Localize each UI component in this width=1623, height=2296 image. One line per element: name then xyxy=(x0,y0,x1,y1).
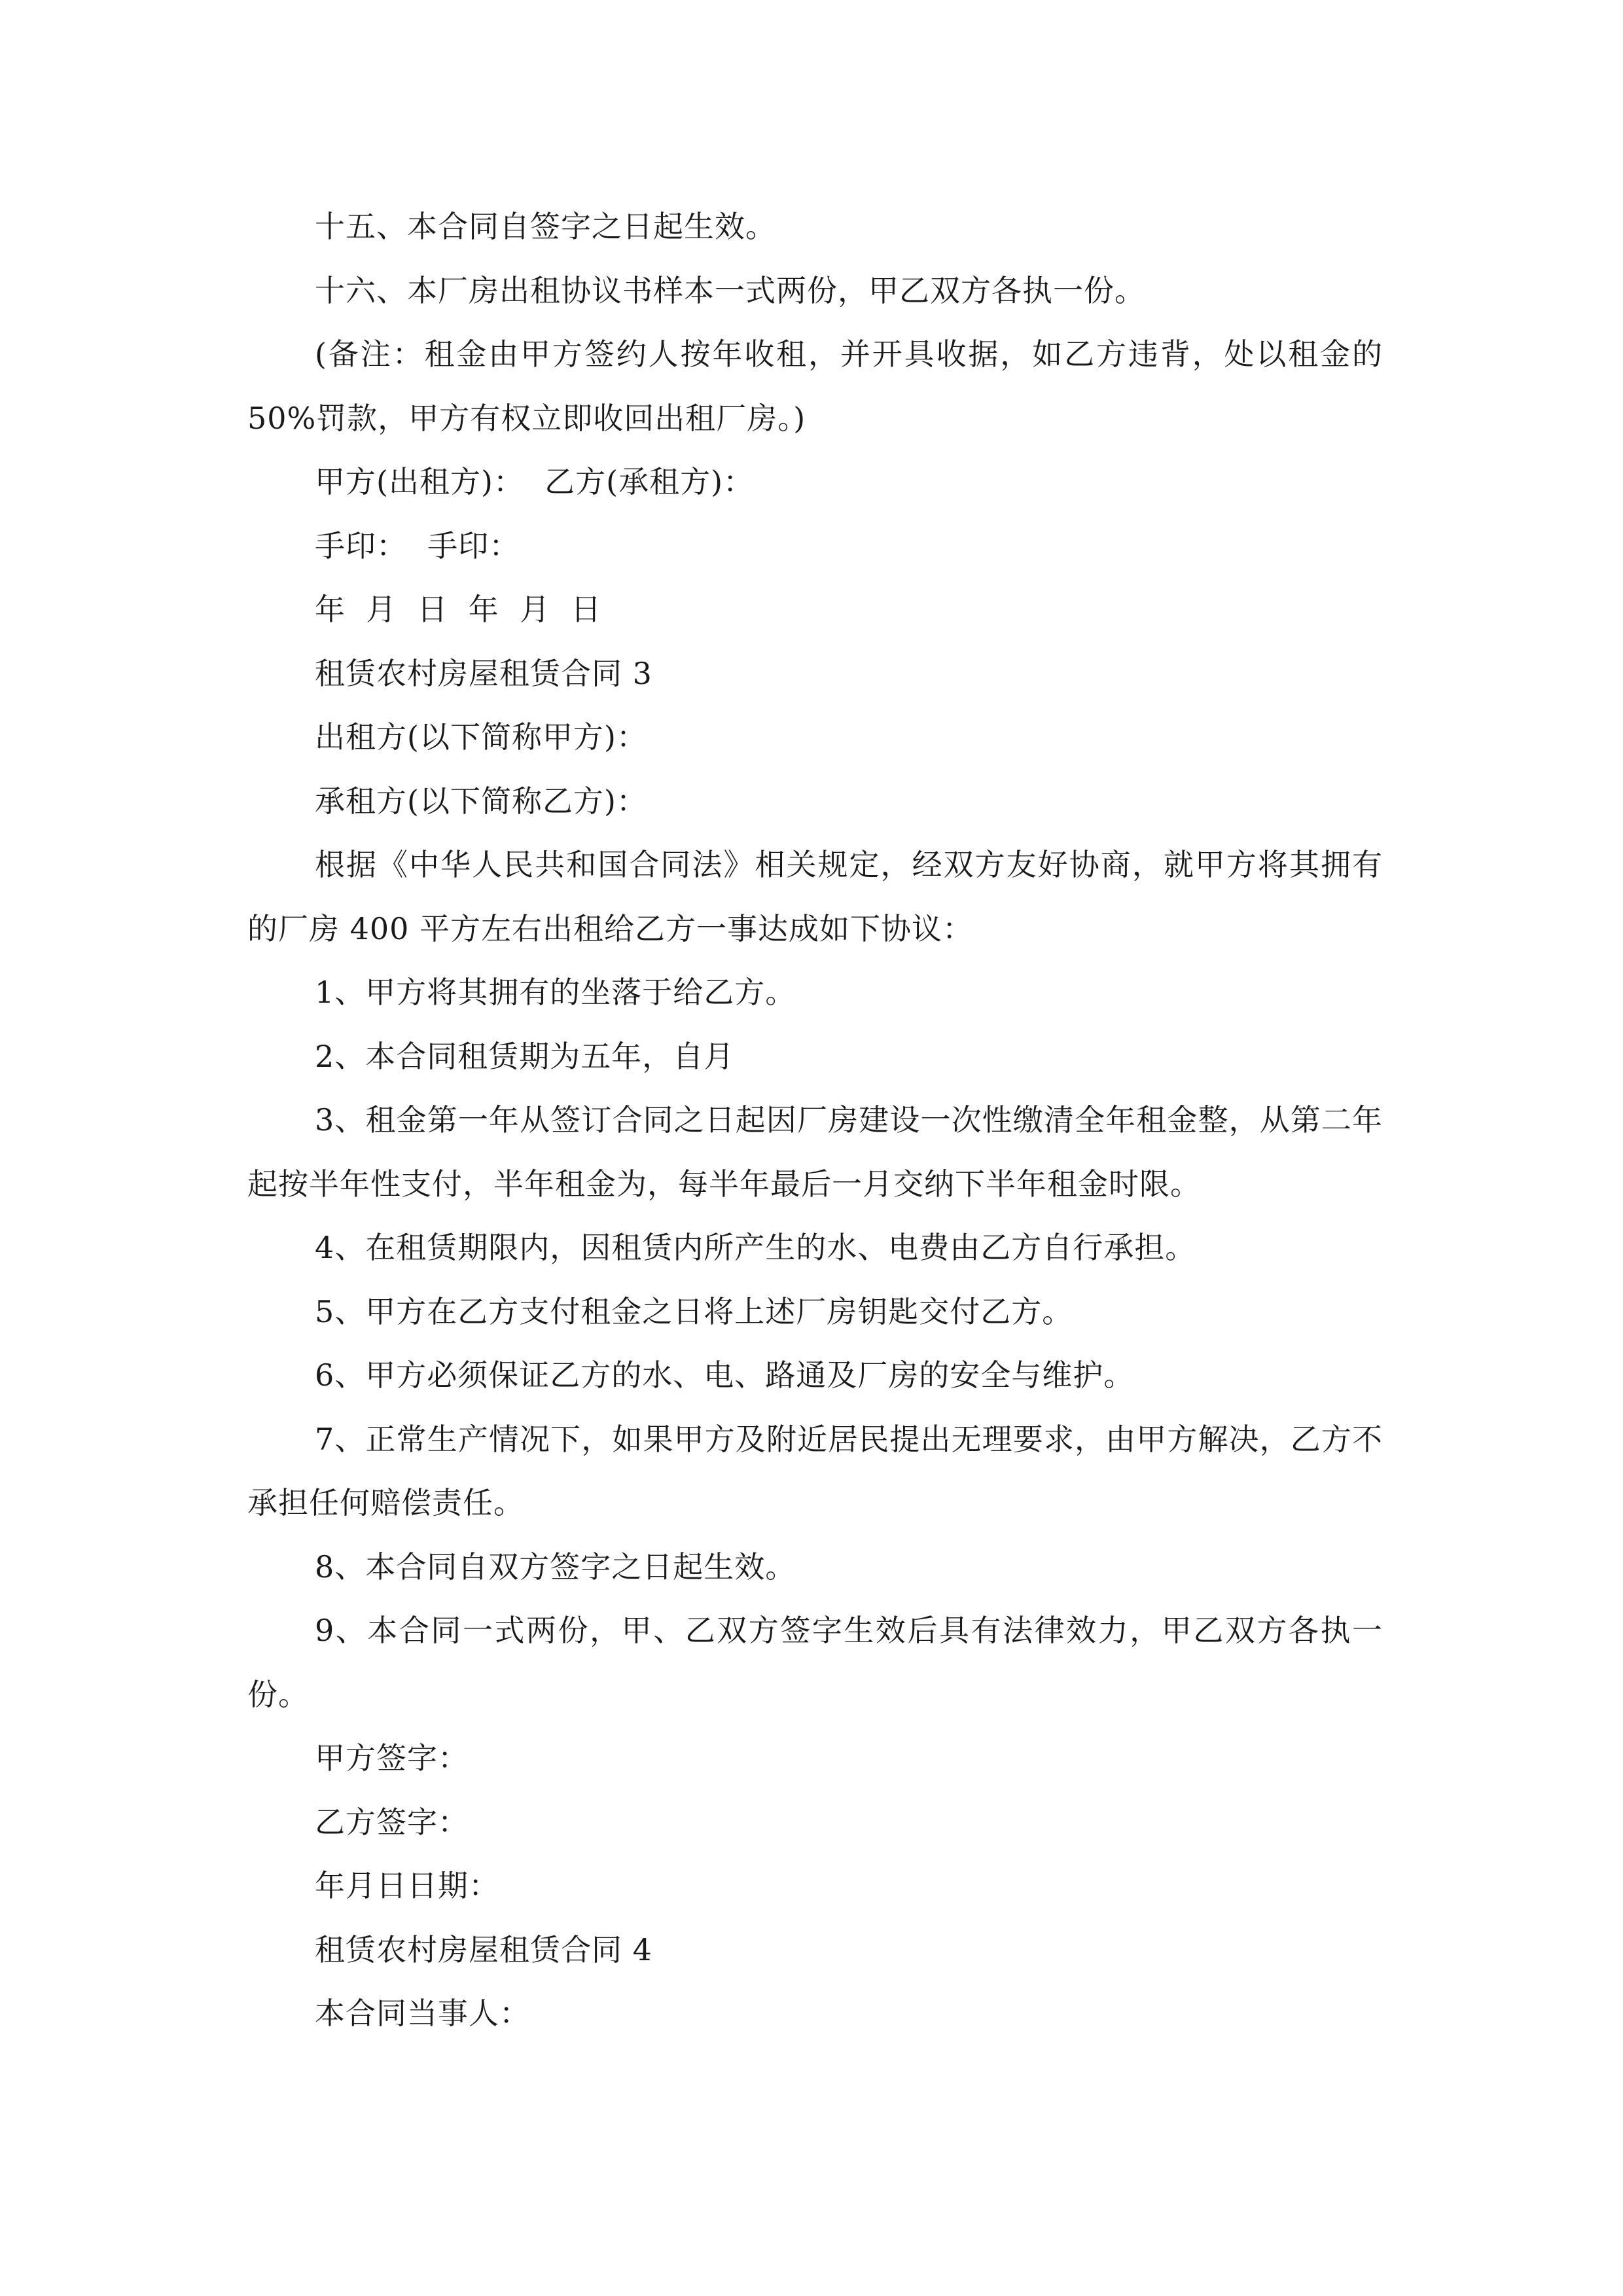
lessee-line: 承租方(以下简称乙方)： xyxy=(315,783,647,819)
article-3: 3、租金第一年从签订合同之日起因厂房建设一次性缴清全年租金整，从第二年起按半年性支付，半年租金为，每半年最后一月交纳下半年租金时限。 xyxy=(247,1102,1383,1202)
party-a-signature: 甲方签字： xyxy=(315,1740,469,1776)
article-2: 2、本合同租赁期为五年，自月 xyxy=(315,1038,735,1074)
article-6: 6、甲方必须保证乙方的水、电、路通及厂房的安全与维护。 xyxy=(315,1357,1135,1393)
party-labels: 甲方(出租方)： 乙方(承租方)： xyxy=(315,464,755,499)
article-5: 5、甲方在乙方支付租金之日将上述厂房钥匙交付乙方。 xyxy=(315,1293,1073,1329)
article-9: 9、本合同一式两份，甲、乙双方签字生效后具有法律效力，甲乙双方各执一份。 xyxy=(247,1613,1383,1712)
clause-15: 十五、本合同自签字之日起生效。 xyxy=(315,209,776,244)
party-b-signature: 乙方签字： xyxy=(315,1804,469,1840)
remark-note: (备注：租金由甲方签约人按年收租，并开具收据，如乙方违背，处以租金的 50%罚款，甲方有权立即收回出租厂房。) xyxy=(247,336,1383,436)
article-4: 4、在租赁期限内，因租赁内所产生的水、电费由乙方自行承担。 xyxy=(315,1230,1196,1265)
article-7: 7、正常生产情况下，如果甲方及附近居民提出无理要求，由甲方解决，乙方不承担任何赔偿责任。 xyxy=(247,1421,1383,1520)
clause-16: 十六、本厂房出租协议书样本一式两份，甲乙双方各执一份。 xyxy=(315,272,1145,308)
date-labels: 年 月 日 年 月 日 xyxy=(315,592,602,627)
section-heading-4: 租赁农村房屋租赁合同 4 xyxy=(315,1931,652,1967)
section-heading-3: 租赁农村房屋租赁合同 3 xyxy=(315,655,652,691)
document-body xyxy=(247,195,1383,2046)
signature-date: 年月日日期： xyxy=(315,1868,499,1903)
handprint-labels: 手印： 手印： xyxy=(315,528,520,564)
parties-line: 本合同当事人： xyxy=(315,1996,530,2031)
preamble: 根据《中华人民共和国合同法》相关规定，经双方友好协商，就甲方将其拥有的厂房 400 平方左右出租给乙方一事达成如下协议： xyxy=(247,847,1383,946)
article-8: 8、本合同自双方签字之日起生效。 xyxy=(315,1549,796,1585)
article-1: 1、甲方将其拥有的坐落于给乙方。 xyxy=(315,975,796,1010)
lessor-line: 出租方(以下简称甲方)： xyxy=(315,719,647,755)
